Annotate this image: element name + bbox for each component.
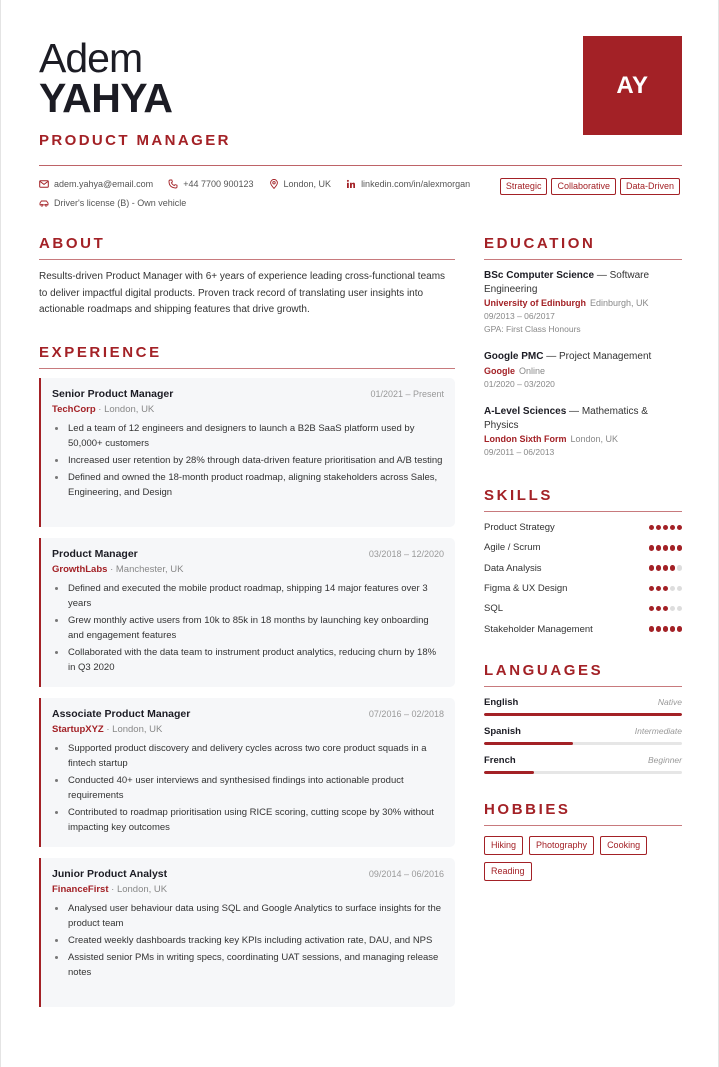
language-name: French (484, 755, 516, 766)
education-divider (484, 259, 682, 260)
skill-row (484, 542, 682, 553)
rating-dot-filled (670, 545, 676, 551)
header-divider (39, 165, 682, 166)
skill-row (484, 563, 682, 574)
skills-heading: SKILLS (484, 487, 553, 504)
rating-dot-filled (663, 545, 669, 551)
rating-dot-filled (656, 626, 662, 632)
rating-dot-filled (656, 525, 662, 531)
language-entry (484, 755, 682, 774)
experience-card (39, 858, 455, 1007)
rating-dot-empty (677, 606, 683, 612)
role-title: Senior Product Manager (52, 388, 174, 400)
hobby-tag: Cooking (600, 836, 647, 855)
language-head (484, 697, 682, 708)
experience-heading: EXPERIENCE (39, 344, 162, 361)
trait-tag: Strategic (500, 178, 548, 195)
achievement-item: Created weekly dashboards tracking key KPIs including activation rate, DAU, and NPS (54, 933, 446, 948)
achievement-item: Led a team of 12 engineers and designers to launch a B2B SaaS platform used by 50,000+ customers (54, 421, 446, 451)
achievement-list (54, 901, 446, 982)
rating-dot-filled (656, 606, 662, 612)
achievement-item: Defined and executed the mobile product roadmap, shipping 14 major features over 3 years (54, 581, 446, 611)
rating-dot-filled (656, 545, 662, 551)
hobby-tag: Hiking (484, 836, 523, 855)
phone-text: +44 7700 900123 (183, 179, 254, 189)
hobbies-heading: HOBBIES (484, 801, 571, 818)
skill-rating (647, 565, 682, 571)
achievement-item: Grew monthly active users from 10k to 85k in 18 months by launching key onboarding and engagement features (54, 613, 446, 643)
education-entry (484, 350, 682, 389)
education-dates: 09/2011 – 06/2013 (484, 447, 555, 457)
contact-license (39, 198, 186, 208)
skill-rating (647, 626, 682, 632)
school-name: London Sixth Form (484, 434, 567, 444)
about-text: Results-driven Product Manager with 6+ years of experience leading cross-functional teams to deliver impactful digital products. Proven track record of translating user insights into actionable roadmaps and shipping features that drive growth. (39, 271, 446, 316)
role-title: Product Manager (52, 548, 138, 560)
skill-name: Agile / Scrum (484, 542, 541, 554)
language-entry (484, 697, 682, 716)
school-name: University of Edinburgh (484, 298, 587, 308)
achievement-item: Analysed user behaviour data using SQL and Google Analytics to surface insights for the product team (54, 901, 446, 931)
company-name: FinanceFirst (52, 884, 109, 895)
school-line (484, 366, 682, 376)
achievement-item: Contributed to roadmap prioritisation using RICE scoring, cutting scope by 30% without impacting key outcomes (54, 805, 446, 835)
degree-field: — Mathematics & Physics (484, 406, 648, 431)
last-name: YAHYA (39, 75, 173, 121)
school-line (484, 298, 682, 308)
skill-rating (647, 606, 682, 612)
company-location: · London, UK (106, 724, 163, 735)
experience-card (39, 378, 455, 527)
languages-heading: LANGUAGES (484, 662, 604, 679)
trait-tag: Data-Driven (620, 178, 680, 195)
rating-dot-filled (663, 525, 669, 531)
skill-name: Figma & UX Design (484, 582, 568, 594)
envelope-icon (39, 179, 49, 189)
trait-tag: Collaborative (551, 178, 616, 195)
rating-dot-empty (677, 586, 683, 592)
hobbies-divider (484, 825, 682, 826)
language-name: Spanish (484, 726, 521, 737)
school-location: Edinburgh, UK (590, 298, 649, 308)
role-dates: 09/2014 – 06/2016 (368, 869, 444, 879)
language-head (484, 726, 682, 737)
rating-dot-empty (670, 586, 676, 592)
degree-line (484, 405, 682, 432)
rating-dot-empty (670, 606, 676, 612)
skill-name: Data Analysis (484, 562, 542, 574)
first-name: Adem (39, 35, 143, 81)
rating-dot-filled (663, 606, 669, 612)
contact-phone[interactable] (168, 179, 253, 189)
contact-row (39, 179, 485, 189)
license-row (39, 198, 201, 208)
rating-dot-filled (649, 606, 655, 612)
role-dates: 07/2016 – 02/2018 (368, 709, 444, 719)
linkedin-icon (346, 179, 356, 189)
skill-rating (647, 545, 682, 551)
rating-dot-filled (656, 586, 662, 592)
company-location: · London, UK (111, 884, 168, 895)
education-dates: 09/2013 – 06/2017 (484, 311, 555, 321)
experience-card (39, 538, 455, 687)
skill-name: SQL (484, 603, 504, 615)
degree-name: A-Level Sciences (484, 406, 567, 417)
education-entry (484, 405, 682, 457)
rating-dot-empty (677, 565, 683, 571)
education-note: GPA: First Class Honours (484, 324, 581, 334)
rating-dot-filled (663, 626, 669, 632)
role-title: Junior Product Analyst (52, 868, 168, 880)
skill-row (484, 603, 682, 614)
degree-field: — Project Management (546, 351, 652, 362)
achievement-list (54, 421, 446, 502)
company-line (52, 884, 167, 895)
car-icon (39, 198, 49, 208)
skill-rating (647, 525, 682, 531)
monogram-badge: AY (583, 36, 682, 135)
skill-name: Stakeholder Management (484, 623, 593, 635)
role-dates: 01/2021 – Present (370, 389, 444, 399)
school-name: Google (484, 365, 515, 376)
language-level: Intermediate (634, 726, 682, 736)
hobby-tag: Photography (529, 836, 594, 855)
language-bar (484, 742, 682, 745)
job-title: PRODUCT MANAGER (39, 132, 231, 149)
skill-name: Product Strategy (484, 522, 555, 533)
location-text: London, UK (283, 179, 332, 189)
rating-dot-filled (649, 586, 655, 592)
company-location: · Manchester, UK (110, 564, 184, 575)
rating-dot-filled (649, 565, 655, 571)
hobbies-list (484, 836, 682, 888)
company-line (52, 724, 162, 735)
rating-dot-filled (649, 545, 655, 551)
phone-icon (168, 179, 178, 189)
degree-name: Google PMC (484, 351, 544, 362)
achievement-item: Increased user retention by 28% through data-driven feature prioritisation and A/B testing (54, 453, 446, 468)
skill-row (484, 583, 682, 594)
language-name: English (484, 697, 519, 708)
achievement-item: Conducted 40+ user interviews and synthesised findings into actionable product requirements (54, 773, 446, 803)
skill-row (484, 624, 682, 635)
achievement-item: Defined and owned the 18-month product roadmap, aligning stakeholders across Sales, Engineering, and Design (54, 470, 446, 500)
languages-divider (484, 686, 682, 687)
achievement-list (54, 581, 446, 677)
degree-field: — Software Engineering (484, 270, 650, 295)
rating-dot-filled (670, 565, 676, 571)
company-name: TechCorp (52, 404, 96, 415)
skill-rating (647, 586, 682, 592)
degree-line (484, 350, 682, 364)
degree-name: BSc Computer Science (484, 270, 595, 281)
skill-row (484, 522, 682, 533)
company-name: StartupXYZ (52, 724, 104, 735)
rating-dot-filled (677, 545, 683, 551)
rating-dot-filled (677, 525, 683, 531)
school-line (484, 434, 682, 444)
school-location: London, UK (570, 434, 619, 444)
education-dates: 01/2020 – 03/2020 (484, 378, 555, 389)
achievement-item: Supported product discovery and delivery cycles across two core product squads in a fintech startup (54, 741, 446, 771)
language-level: Native (657, 697, 682, 707)
education-entry (484, 269, 682, 334)
language-level: Beginner (647, 755, 682, 765)
email-text: adem.yahya@email.com (54, 179, 154, 189)
rating-dot-filled (677, 626, 683, 632)
language-bar (484, 771, 682, 774)
contact-linkedin[interactable] (346, 179, 470, 189)
rating-dot-filled (663, 565, 669, 571)
degree-line (484, 269, 682, 296)
linkedin-text: linkedin.com/in/alexmorgan (361, 179, 471, 189)
company-name: GrowthLabs (52, 564, 108, 575)
rating-dot-filled (656, 565, 662, 571)
language-bar (484, 713, 682, 716)
company-line (52, 564, 183, 575)
language-entry (484, 726, 682, 745)
rating-dot-filled (663, 586, 669, 592)
company-location: · London, UK (98, 404, 155, 415)
hobby-tag: Reading (484, 862, 532, 881)
rating-dot-filled (670, 626, 676, 632)
education-heading: EDUCATION (484, 235, 596, 252)
language-bar-fill (484, 742, 573, 745)
experience-divider (39, 368, 455, 369)
language-head (484, 755, 682, 766)
skills-divider (484, 511, 682, 512)
rating-dot-filled (670, 525, 676, 531)
achievement-list (54, 741, 446, 837)
achievement-item: Collaborated with the data team to instrument product analytics, reducing churn by 18% in Q3 2020 (54, 645, 446, 675)
company-line (52, 404, 154, 415)
experience-card (39, 698, 455, 847)
license-text: Driver's license (B) - Own vehicle (54, 198, 187, 208)
role-dates: 03/2018 – 12/2020 (368, 549, 444, 559)
about-heading: ABOUT (39, 235, 106, 252)
role-title: Associate Product Manager (52, 708, 191, 720)
school-location: Online (519, 365, 546, 376)
language-bar-fill (484, 771, 534, 774)
map-pin-icon (269, 179, 279, 189)
language-bar-fill (484, 713, 682, 716)
achievement-item: Assisted senior PMs in writing specs, coordinating UAT sessions, and managing release notes (54, 950, 446, 980)
rating-dot-filled (649, 626, 655, 632)
rating-dot-filled (649, 525, 655, 531)
contact-email[interactable] (39, 179, 153, 189)
contact-location (269, 179, 332, 189)
trait-tags (496, 178, 680, 195)
about-divider (39, 259, 455, 260)
